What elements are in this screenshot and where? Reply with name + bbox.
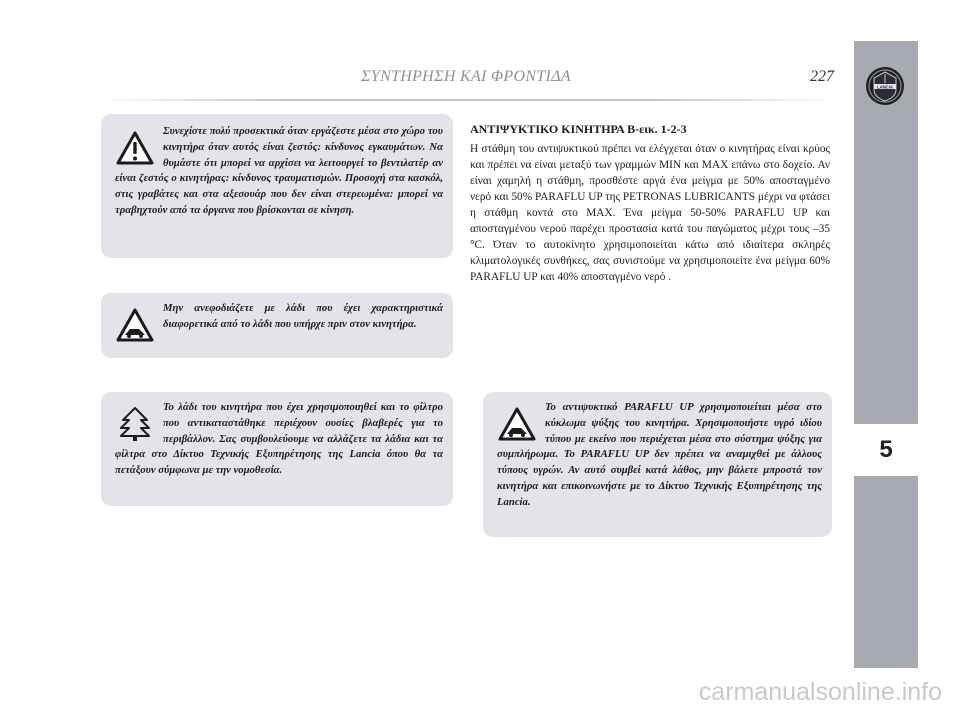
warning-icon — [115, 130, 155, 166]
lancia-logo-icon — [865, 66, 905, 106]
page-header-title: ΣΥΝΤΗΡΗΣΗ ΚΑΙ ΦΡΟΝΤΙΔΑ — [361, 68, 571, 85]
attention-note-oil-type — [101, 293, 453, 358]
section-body: Η στάθμη του αντιψυκτικού πρέπει να ελέγχεται όταν ο κινητήρας είναι κρύος και πρέπει να είναι μεταξύ των γραμμών MIN και MAX επάνω στο δοχείο. Αν είναι χαμηλή η στάθμη, προσθέστε αργά ένα μείγμα με 50% αποσταγμένο νερό και 50% PARAFLU UP της PETRONAS LUBRICANTS μέχρι να φτάσει η στάθμη κοντά στο MAX. Ένα μείγμα 50-50% PARAFLU UP και αποσταγμένου νερού παρέχει προστασία κατά του παγώματος μέχρι τους –35 °C. Όταν το αυτοκίνητο χρησιμοποιείται κάτω από ιδιαίτερα σκληρές κλιματολογικές συνθήκες, σας συνιστούμε να χρησιμοποιείτε ένα μείγμα 60% PARAFLU UP και 40% αποσταγμένο νερό . — [470, 143, 830, 283]
page-number: 227 — [810, 68, 834, 85]
header-divider — [100, 99, 838, 101]
environment-note-oil-disposal — [101, 392, 453, 506]
note-text: Το αντιψυκτικό PARAFLU UP χρησιμοποιείται μέσα στο κύκλωμα ψύξης του κινητήρα. Χρησιμοποιήστε υγρό ιδίου τύπου με εκείνο που περιέχεται μέσα στο σύστημα ψύξης για συμπλήρωμα. Το PARAFLU UP δεν πρέπει να αναμιχθεί με άλλους τύπους υγρών. Αν αυτό συμβεί κατά λάθος, μην βάλετε μπροστά τον κινητήρα και επικοινωνήστε με το Δίκτυο Τεχνικής Εξυπηρέτησης της Lancia. — [497, 401, 822, 508]
attention-icon — [115, 307, 155, 343]
watermark: carmanualsonline.info — [698, 678, 942, 706]
logo-text: LANCIA — [877, 84, 893, 90]
chapter-sidebar — [854, 41, 918, 668]
section-title: ΑΝΤΙΨΥΚΤΙΚΟ ΚΙΝΗΤΗΡΑ Β-εικ. 1-2-3 — [470, 122, 687, 136]
environment-tree-icon — [115, 406, 155, 442]
chapter-number: 5 — [854, 424, 918, 476]
attention-icon — [497, 406, 537, 442]
note-text: Μην ανεφοδιάζετε με λάδι που έχει χαρακτηριστικά διαφορετικά από το λάδι που υπήρχε πριν στον κινητήρα. — [163, 302, 443, 330]
note-text: Συνεχίστε πολύ προσεκτικά όταν εργάζεστε μέσα στο χώρο του κινητήρα όταν αυτός είναι ζεστός: κίνδυνος εγκαυμάτων. Να θυμάστε ότι μπορεί να αρχίσει να λειτουργεί το βεντιλατέρ αν είναι ζεστός ο κινητήρας: κίνδυνος τραυματισμών. Προσοχή στα κασκόλ, στις γραβάτες και στα αξεσουάρ που δεν είναι στερεωμένα: μπορεί να τραβηχτούν από τα όργανα που βρίσκονται σε κίνηση. — [115, 125, 443, 216]
attention-note-coolant — [483, 392, 832, 537]
warning-note-engine-hot — [101, 114, 453, 258]
note-text: Το λάδι του κινητήρα που έχει χρησιμοποιηθεί και το φίλτρο που αντικαταστάθηκε περιέχουν ουσίες βλαβερές για το περιβάλλον. Σας συμβουλεύουμε να αλλάζετε τα λάδια και τα φίλτρα στο Δίκτυο Τεχνικής Εξυπηρέτησης της Lancia όπου θα τα πετάξουν σύμφωνα με την νομοθεσία. — [115, 401, 443, 477]
